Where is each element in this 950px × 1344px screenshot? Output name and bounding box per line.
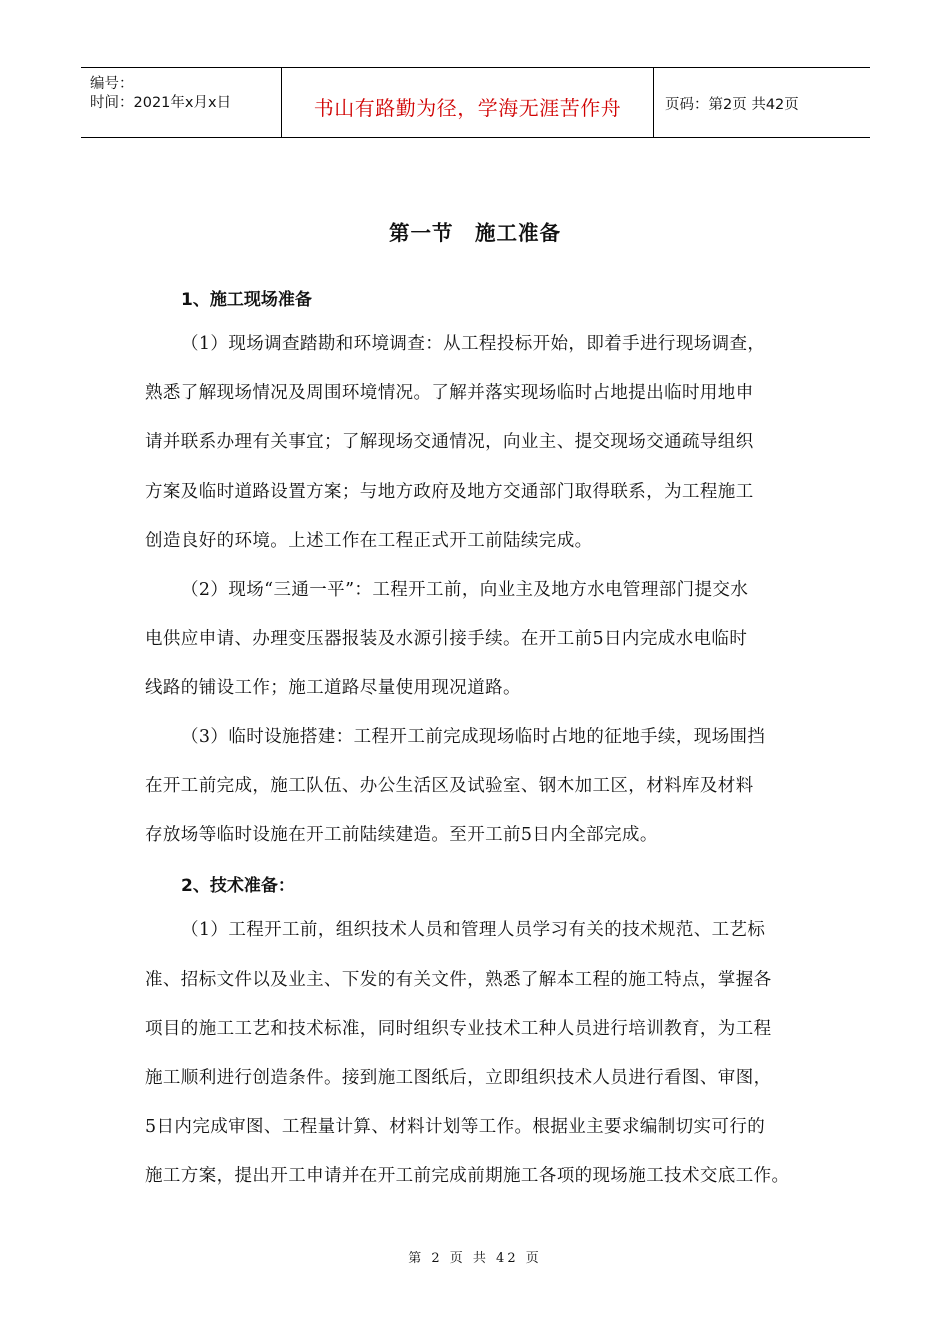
document-number-label: 编号：	[90, 76, 134, 92]
paragraph-line: 准、招标文件以及业主、下发的有关文件，熟悉了解本工程的施工特点，掌握各	[145, 970, 772, 990]
paragraph-line: 施工方案，提出开工申请并在开工前完成前期施工各项的现场施工技术交底工作。	[145, 1166, 790, 1186]
paragraph-line: （2）现场“三通一平”：工程开工前，向业主及地方水电管理部门提交水	[181, 580, 749, 600]
paragraph-line: （3）临时设施搭建：工程开工前完成现场临时占地的征地手续，现场围挡	[181, 727, 766, 747]
paragraph-line: 方案及临时道路设置方案；与地方政府及地方交通部门取得联系，为工程施工	[145, 482, 754, 502]
header-page-cell	[654, 68, 870, 137]
header-motto: 书山有路勤为径，学海无涯苦作舟	[313, 96, 622, 120]
paragraph-line: （1）现场调查踏勘和环境调查：从工程投标开始，即着手进行现场调查，	[181, 334, 766, 354]
paragraph-line: 创造良好的环境。上述工作在工程正式开工前陆续完成。	[145, 531, 593, 551]
paragraph-line: 在开工前完成，施工队伍、办公生活区及试验室、钢木加工区，材料库及材料	[145, 776, 754, 796]
paragraph-line: 电供应申请、办理变压器报装及水源引接手续。在开工前5日内完成水电临时	[145, 629, 748, 649]
paragraph-line: 存放场等临时设施在开工前陆续建造。至开工前5日内全部完成。	[145, 825, 658, 845]
heading-site-preparation: 1、施工现场准备	[181, 290, 312, 310]
header-motto-cell	[282, 68, 654, 137]
paragraph-line: 请并联系办理有关事宜；了解现场交通情况，向业主、提交现场交通疏导组织	[145, 432, 754, 452]
page-footer: 第 2 页 共 42 页	[408, 1251, 542, 1266]
paragraph-line: 5日内完成审图、工程量计算、材料计划等工作。根据业主要求编制切实可行的	[145, 1117, 766, 1137]
paragraph-line: 施工顺利进行创造条件。接到施工图纸后，立即组织技术人员进行看图、审图，	[145, 1068, 772, 1088]
page-header	[81, 67, 870, 138]
header-page-info: 页码：第2页 共42页	[665, 97, 799, 113]
section-title: 第一节 施工准备	[389, 221, 561, 245]
document-date: 时间：2021年x月x日	[90, 95, 232, 111]
paragraph-line: 熟悉了解现场情况及周围环境情况。了解并落实现场临时占地提出临时用地申	[145, 383, 754, 403]
paragraph-line: 线路的铺设工作；施工道路尽量使用现况道路。	[145, 678, 521, 698]
paragraph-line: （1）工程开工前，组织技术人员和管理人员学习有关的技术规范、工艺标	[181, 920, 766, 940]
paragraph-line: 项目的施工工艺和技术标准，同时组织专业技术工种人员进行培训教育，为工程	[145, 1019, 772, 1039]
header-meta-cell	[81, 68, 282, 137]
heading-technical-preparation: 2、技术准备：	[181, 876, 295, 896]
